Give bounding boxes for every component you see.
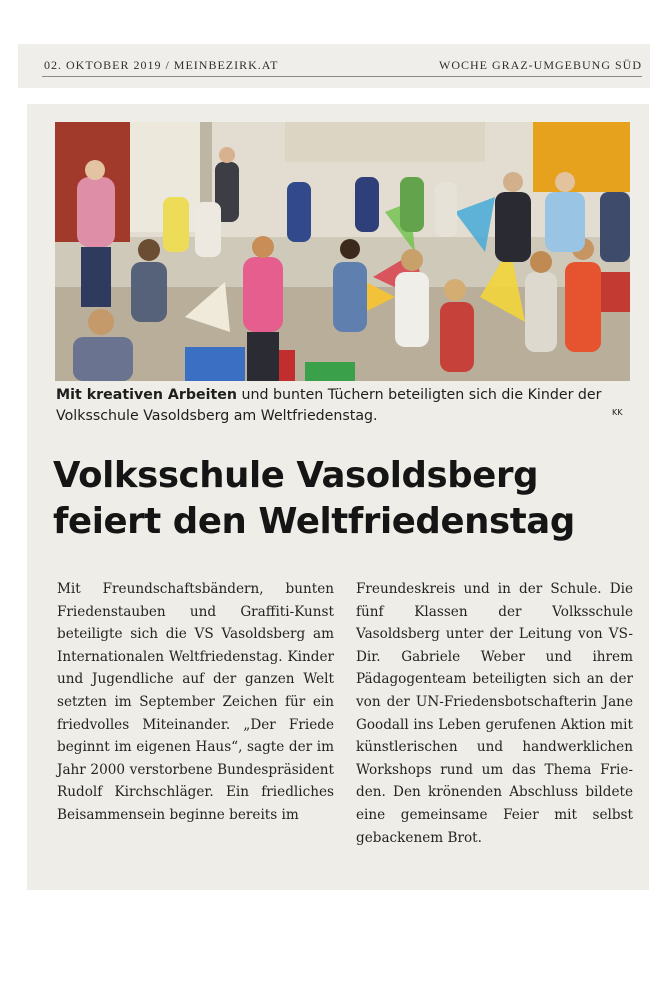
headline-line-1: Volksschule Vasoldsberg	[53, 455, 539, 496]
article-photo	[55, 122, 630, 381]
article-headline	[53, 453, 643, 545]
column-1-text: Mit Freundschaftsbändern, bunten Friedenstauben und Graffiti-Kunst beteiligte sich die VS Vasoldsberg am Internationalen Weltfriedenstag. Kinder und Jugendliche auf der ganzen Welt setzten im September Zeichen für ein friedvolles Miteinander. „Der Friede beginnt im eigenen Haus“, sagte der im Jahr 2000 verstorbene Bundespräsident Rudolf Kirchschläger. Ein friedliches Beisammensein beginne bereits im	[57, 581, 334, 823]
photo-children-dancing	[55, 122, 630, 381]
header-publication: WOCHE GRAZ-UMGEBUNG SÜD	[439, 58, 642, 72]
article-column-1	[57, 578, 334, 827]
photo-credit: KK	[612, 408, 623, 417]
headline-line-2: feiert den Weltfriedenstag	[53, 501, 575, 542]
header-divider	[42, 76, 642, 77]
caption-text: und bunten Tüchern beteiligten sich die Kinder der Volksschule Vasoldsberg am Weltfriedenstag.	[56, 387, 602, 424]
header-date: 02. OKTOBER 2019 / MEINBEZIRK.AT	[44, 58, 279, 72]
column-2-text: Freundeskreis und in der Schule. Die fünf Klassen der Volksschule Vasoldsberg unter der Leitung von VS-Dir. Gabriele Weber und ihrem Pädagogenteam beteiligten sich an der von der UN-Friedensbotschafterin Jane Goodall ins Leben gerufenen Aktion mit künstlerischen und handwerklichen Workshops rund um das Thema Frieden. Den krönenden Abschluss bildete eine gemeinsame Feier mit selbst gebackenem Brot.	[356, 581, 633, 846]
photo-caption	[56, 385, 630, 427]
article-column-2	[356, 578, 633, 849]
caption-lead: Mit kreativen Arbeiten	[56, 387, 238, 403]
